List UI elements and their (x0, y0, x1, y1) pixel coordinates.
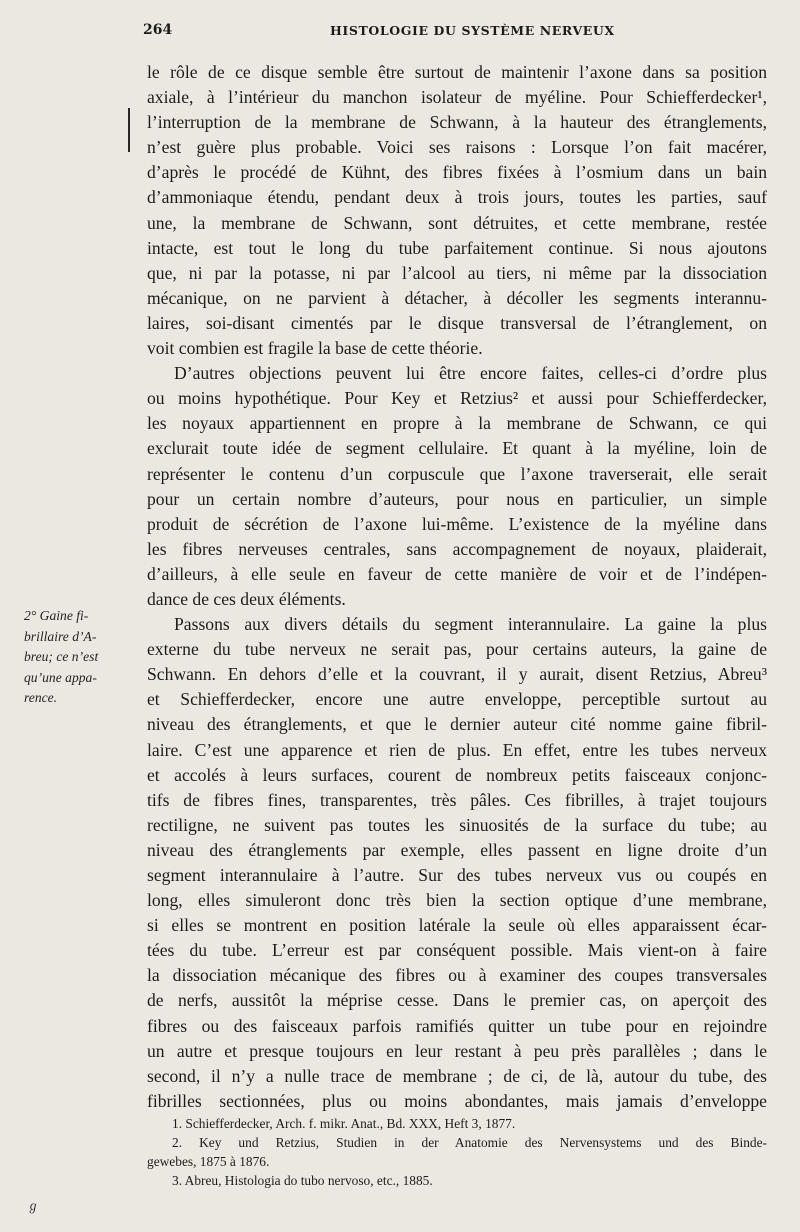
body-line: produit de sécrétion de l’axone lui-même. L’existence de la myéline dans (147, 513, 767, 534)
body-line: de nerfs, aussitôt la méprise cesse. Dans le premier cas, on aperçoit des (147, 990, 767, 1011)
body-line: fibrilles sectionnées, plus ou moins abondantes, mais jamais d’enveloppe (147, 1090, 767, 1111)
footnote-line: gewebes, 1875 à 1876. (147, 1154, 270, 1169)
body-line: une, la membrane de Schwann, sont détruites, et cette membrane, restée (147, 212, 767, 233)
margin-bracket-mark (128, 108, 130, 152)
footnote-line: 2. Key und Retzius, Studien in der Anatomie des Nervensystems und des Binde- (172, 1135, 767, 1150)
body-line: second, il n’y a nulle trace de membrane ; de ci, de là, autour du tube, des (147, 1065, 767, 1086)
body-line: long, elles simuleront donc très bien la section optique d’une membrane, (147, 890, 767, 911)
body-line: niveau des étranglements par exemple, elles passent en ligne droite d’un (147, 839, 767, 860)
margin-note-line: breu; ce n’est (24, 649, 99, 664)
body-line: pour un certain nombre d’auteurs, pour nous en particulier, un simple (147, 488, 767, 509)
margin-note-line: rence. (24, 690, 58, 705)
body-line: si elles se montrent en position latérale la seule où elles apparaissent écar- (147, 915, 767, 936)
page-number: 264 (143, 22, 173, 38)
body-line: Schwann. En dehors d’elle et la couvrant, il y aurait, disent Retzius, Abreu³ (147, 664, 767, 685)
body-line: n’est guère plus probable. Voici ses raisons : Lorsque l’on fait macérer, (147, 137, 767, 158)
body-line: représenter le contenu d’un corpuscule que l’axone traverserait, elle serait (147, 463, 767, 484)
margin-note-line: qu’une appa- (24, 669, 97, 685)
footnotes (147, 1114, 767, 1190)
running-title: HISTOLOGIE DU SYSTÈME NERVEUX (330, 23, 615, 38)
body-line: ou moins hypothétique. Pour Key et Retzius² et aussi pour Schiefferdecker, (147, 388, 767, 409)
body-line: fibres ou des faisceaux parfois ramifiés quitter un tube pour en rejoindre (147, 1015, 767, 1036)
body-line: niveau des étranglements, et que le dernier auteur cité nomme gaine fibril- (147, 714, 767, 735)
body-line: la dissociation mécanique des fibres ou à examiner des coupes transversales (147, 965, 767, 986)
body-line: tées du tube. L’erreur est par conséquent possible. Mais vient-on à faire (147, 940, 767, 961)
body-line: rectiligne, ne suivent pas toutes les sinuosités de la surface du tube; au (147, 814, 767, 835)
body-line: un autre et presque toujours en leur restant à peu près parallèles ; dans le (147, 1040, 767, 1061)
footnote-line: 3. Abreu, Histologia do tubo nervoso, etc., 1885. (172, 1173, 433, 1188)
body-line: et Schiefferdecker, encore une autre enveloppe, perceptible surtout au (147, 689, 767, 710)
body-line: mécanique, on ne parvient à détacher, à décoller les segments interannu- (147, 287, 767, 308)
corner-mark: ℊ (27, 1199, 40, 1213)
margin-note-line: brillaire d’A- (24, 628, 97, 644)
body-line: l’interruption de la membrane de Schwann, à la hauteur des étranglements, (147, 112, 767, 133)
body-line: d’ammoniaque étendu, pendant deux à trois jours, toutes les parties, sauf (147, 187, 767, 208)
margin-note-line: 2° Gaine fi- (24, 608, 89, 623)
body-line: axiale, à l’intérieur du manchon isolateur de myéline. Pour Schiefferdecker¹, (147, 87, 767, 108)
margin-note (24, 606, 128, 709)
body-line: d’après le procédé de Kühnt, des fibres fixées à l’osmium dans un bain (147, 162, 767, 183)
body-line: voit combien est fragile la base de cette théorie. (147, 338, 483, 359)
body-line: externe du tube nerveux ne serait pas, pour certains auteurs, la gaine de (147, 639, 767, 660)
body-line: le rôle de ce disque semble être surtout de maintenir l’axone dans sa position (147, 62, 767, 82)
body-line: tifs de fibres fines, transparentes, très pâles. Ces fibrilles, à trajet toujours (147, 789, 767, 810)
body-line: les fibres nerveuses centrales, sans accompagnement de noyaux, plaiderait, (147, 538, 767, 559)
body-line: exclurait toute idée de segment cellulaire. Et quant à la myéline, loin de (147, 438, 767, 459)
body-line: segment interannulaire à l’autre. Sur des tubes nerveux vus ou coupés en (147, 865, 767, 885)
body-text (147, 60, 767, 1114)
footnote-line: 1. Schiefferdecker, Arch. f. mikr. Anat., Bd. XXX, Heft 3, 1877. (172, 1116, 516, 1131)
body-line: d’ailleurs, à elle seule en faveur de cette manière de voir et de l’indépen- (147, 563, 767, 584)
body-line: dance de ces deux éléments. (147, 588, 346, 609)
body-line: intacte, est tout le long du tube parfaitement continue. Si nous ajoutons (147, 237, 767, 258)
body-line: laires, soi-disant cimentés par le disque transversal de l’étranglement, on (147, 312, 767, 333)
body-line: les noyaux appartiennent en propre à la membrane de Schwann, ce qui (147, 413, 767, 434)
body-line: que, ni par la potasse, ni par l’alcool au tiers, ni même par la dissociation (147, 262, 767, 283)
body-line: D’autres objections peuvent lui être encore faites, celles-ci d’ordre plus (174, 363, 767, 384)
body-line: laire. C’est une apparence et rien de plus. En effet, entre les tubes nerveux (147, 739, 767, 760)
body-line: Passons aux divers détails du segment interannulaire. La gaine la plus (174, 614, 767, 635)
body-line: et accolés à leurs surfaces, courent de nombreux petits faisceaux conjonc- (147, 764, 767, 785)
page-header (0, 22, 800, 42)
